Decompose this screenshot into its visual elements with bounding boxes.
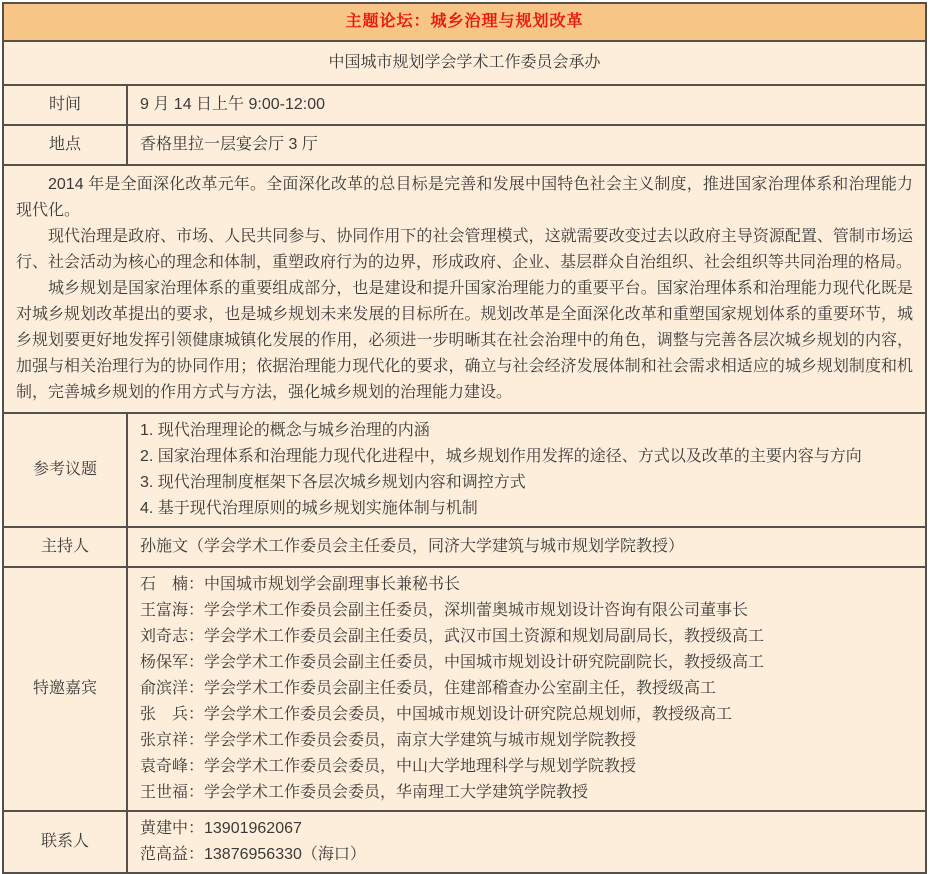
guest-item: 王富海：学会学术工作委员会副主任委员，深圳蕾奥城市规划设计咨询有限公司董事长 [140,602,749,619]
guest-item: 石 楠：中国城市规划学会副理事长兼秘书长 [140,576,461,593]
topics-list [127,413,926,527]
topics-label: 参考议题 [3,413,127,527]
forum-title: 主题论坛：城乡治理与规划改革 [3,3,926,41]
topic-item: 4. 基于现代治理原则的城乡规划实施体制与机制 [140,500,478,517]
organizer-line: 中国城市规划学会学术工作委员会承办 [3,41,926,85]
guest-item: 张 兵：学会学术工作委员会委员，中国城市规划设计研究院总规划师，教授级高工 [140,706,733,723]
location-value: 香格里拉一层宴会厅 3 厅 [127,125,926,165]
guest-item: 俞滨洋：学会学术工作委员会副主任委员，住建部稽查办公室副主任，教授级高工 [140,680,717,697]
guest-item: 王世福：学会学术工作委员会委员，华南理工大学建筑学院教授 [140,784,589,801]
guest-item: 袁奇峰：学会学术工作委员会委员，中山大学地理科学与规划学院教授 [140,758,637,775]
topic-item: 1. 现代治理理论的概念与城乡治理的内涵 [140,422,430,439]
intro-paragraph: 现代治理是政府、市场、人民共同参与、协同作用下的社会管理模式，这就需要改变过去以政府主导资源配置、管制市场运行、社会活动为核心的理念和体制，重塑政府行为的边界，形成政府、企业、基层群众自治组织、社会组织等共同治理的格局。 [16,228,913,271]
forum-table [2,2,927,874]
contacts-label: 联系人 [3,811,127,873]
host-value: 孙施文（学会学术工作委员会主任委员，同济大学建筑与城市规划学院教授） [127,527,926,567]
contact-item: 黄建中：13901962067 [140,820,302,837]
time-value: 9 月 14 日上午 9:00-12:00 [127,85,926,125]
location-label: 地点 [3,125,127,165]
contacts-list [127,811,926,873]
introduction-section [3,165,926,413]
topic-item: 2. 国家治理体系和治理能力现代化进程中，城乡规划作用发挥的途径、方式以及改革的主要内容与方向 [140,448,862,465]
contact-item: 范高益：13876956330（海口） [140,846,366,863]
guests-label: 特邀嘉宾 [3,567,127,811]
host-label: 主持人 [3,527,127,567]
guest-item: 张京祥：学会学术工作委员会委员，南京大学建筑与城市规划学院教授 [140,732,637,749]
guest-item: 刘奇志：学会学术工作委员会副主任委员，武汉市国土资源和规划局副局长，教授级高工 [140,628,765,645]
guest-item: 杨保军：学会学术工作委员会副主任委员，中国城市规划设计研究院副院长，教授级高工 [140,654,765,671]
topic-item: 3. 现代治理制度框架下各层次城乡规划内容和调控方式 [140,474,526,491]
guests-list [127,567,926,811]
time-label: 时间 [3,85,127,125]
intro-paragraph: 2014 年是全面深化改革元年。全面深化改革的总目标是完善和发展中国特色社会主义制度，推进国家治理体系和治理能力现代化。 [16,176,913,219]
intro-paragraph: 城乡规划是国家治理体系的重要组成部分，也是建设和提升国家治理能力的重要平台。国家治理体系和治理能力现代化既是对城乡规划改革提出的要求，也是城乡规划未来发展的目标所在。规划改革是全面深化改革和重塑国家规划体系的重要环节，城乡规划要更好地发挥引领健康城镇化发展的作用，必须进一步明晰其在社会治理中的角色，调整与完善各层次城乡规划的内容，加强与相关治理行为的协同作用；依据治理能力现代化的要求，确立与社会经济发展体制和社会需求相适应的城乡规划制度和机制，完善城乡规划的作用方式与方法，强化城乡规划的治理能力建设。 [16,280,913,401]
